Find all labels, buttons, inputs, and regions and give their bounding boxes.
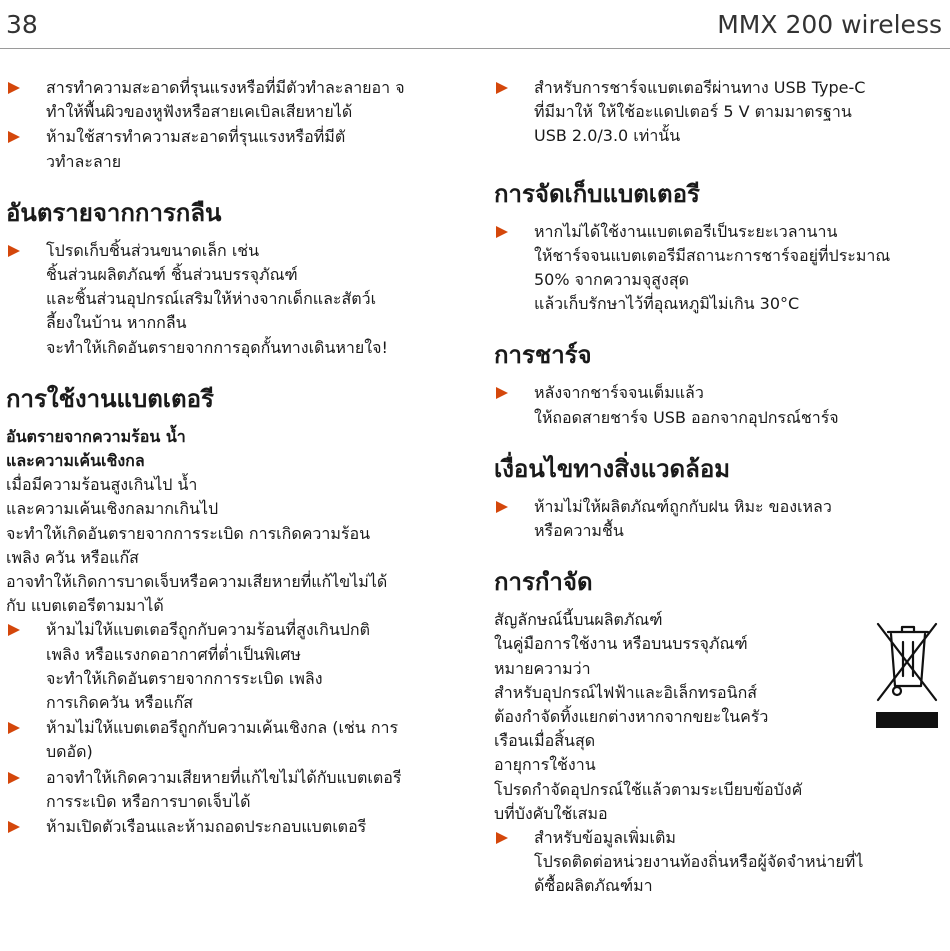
battery-bullets (6, 618, 456, 839)
storage-bullets (494, 220, 944, 317)
environment-bullets (494, 495, 944, 543)
weee-black-bar (876, 712, 938, 728)
battery-hazard-paragraph: เมื่อมีความร้อนสูงเกินไป น้ำ และความเค้นเชิงกลมากเกินไป จะทำให้เกิดอันตรายจากการระเบิด การเกิดความร้อน เพลิง ควัน หรือแก๊ส อาจทำให้เกิดการบาดเจ็บหรือความเสียหายที่แก้ไขไม่ได้ กับ แบตเตอรีตามมาได้ (6, 475, 388, 616)
charging-bullets (494, 381, 944, 429)
list-item: ห้ามเปิดตัวเรือนและห้ามถอดประกอบแบตเตอรี (6, 815, 456, 839)
disposal-bullets (494, 826, 944, 899)
list-item: อาจทำให้เกิดความเสียหายที่แก้ไขไม่ได้กับแบตเตอรี การระเบิด หรือการบาดเจ็บได้ (6, 766, 456, 814)
bullet-arrow-icon (8, 821, 20, 833)
list-item: หากไม่ได้ใช้งานแบตเตอรีเป็นระยะเวลานาน ให้ชาร์จจนแบตเตอรีมีสถานะการชาร์จอยู่ที่ประมาณ 50% จากความจุสูงสุด แล้วเก็บรักษาไว้ที่อุณหภูมิไม่เกิน 30°C (494, 220, 944, 317)
right-column (494, 76, 944, 900)
list-item: ห้ามไม่ให้ผลิตภัณฑ์ถูกกับฝน หิมะ ของเหลว หรือความชื้น (494, 495, 944, 543)
disposal-section (494, 608, 944, 898)
bullet-arrow-icon (8, 131, 20, 143)
page-number: 38 (6, 10, 38, 39)
bullet-arrow-icon (496, 387, 508, 399)
list-item: สำหรับการชาร์จแบตเตอรีผ่านทาง USB Type-C ที่มีมาให้ ให้ใช้อะแดปเตอร์ 5 V ตามมาตรฐาน USB 2.0/3.0 เท่านั้น (494, 76, 944, 149)
bullet-arrow-icon (8, 722, 20, 734)
bullet-arrow-icon (8, 82, 20, 94)
environment-heading: เงื่อนไขทางสิ่งแวดล้อม (494, 454, 731, 483)
bullet-arrow-icon (8, 245, 20, 257)
crossed-out-wheelie-bin-icon (872, 610, 942, 706)
list-item: โปรดเก็บชิ้นส่วนขนาดเล็ก เช่น ชิ้นส่วนผลิตภัณฑ์ ชิ้นส่วนบรรจุภัณฑ์ และชิ้นส่วนอุปกรณ์เสริมให้ห่างจากเด็กและสัตว์เ ลี้ยงในบ้าน หากกลืน จะทำให้เกิดอันตรายจากการอุดกั้นทางเดินหายใจ! (6, 239, 456, 360)
cleaning-bullets (6, 76, 456, 174)
usb-charging-bullets (494, 76, 944, 149)
bullet-arrow-icon (496, 226, 508, 238)
list-item: สารทำความสะอาดที่รุนแรงหรือที่มีตัวทำละลายอา จ ทำให้พื้นผิวของหูฟังหรือสายเคเบิลเสียหายได้ (6, 76, 456, 124)
list-item: สำหรับข้อมูลเพิ่มเติม โปรดติดต่อหน่วยงานท้องถิ่นหรือผู้จัดจำหน่ายที่ไ ด้ซื้อผลิตภัณฑ์มา (494, 826, 944, 899)
page-header (0, 0, 950, 48)
bullet-arrow-icon (496, 82, 508, 94)
bullet-arrow-icon (496, 501, 508, 513)
disposal-heading: การกำจัด (494, 568, 593, 597)
list-item: ห้ามใช้สารทำความสะอาดที่รุนแรงหรือที่มีตั วทำละลาย (6, 125, 456, 173)
battery-hazard-subheading: อันตรายจากความร้อน น้ำ และความเค้นเชิงกล (6, 426, 186, 471)
disposal-paragraph: สัญลักษณ์นี้บนผลิตภัณฑ์ ในคู่มือการใช้งาน หรือบนบรรจุภัณฑ์ หมายความว่า สำหรับอุปกรณ์ไฟฟ้าและอิเล็กทรอนิกส์ ต้องกำจัดทิ้งแยกต่างหากจากขยะในครัว เรือนเมื่อสิ้นสุด อายุการใช้งาน โปรดกำจัดอุปกรณ์ใช้แล้วตามระเบียบข้อบังคั บที่บังคับใช้เสมอ (494, 610, 803, 823)
charging-heading: การชาร์จ (494, 341, 592, 370)
storage-heading: การจัดเก็บแบตเตอรี (494, 179, 700, 208)
battery-use-heading: การใช้งานแบตเตอรี (6, 384, 214, 413)
header-divider (0, 48, 950, 49)
bullet-arrow-icon (496, 832, 508, 844)
bullet-arrow-icon (8, 772, 20, 784)
list-item: ห้ามไม่ให้แบตเตอรีถูกกับความร้อนที่สูงเกินปกติ เพลิง หรือแรงกดอากาศที่ต่ำเป็นพิเศษ จะทำให้เกิดอันตรายจากการระเบิด เพลิง การเกิดควัน หรือแก๊ส (6, 618, 456, 715)
list-item: ห้ามไม่ให้แบตเตอรีถูกกับความเค้นเชิงกล (เช่น การ บดอัด) (6, 716, 456, 764)
list-item: หลังจากชาร์จจนเต็มแล้ว ให้ถอดสายชาร์จ USB ออกจากอุปกรณ์ชาร์จ (494, 381, 944, 429)
left-column (6, 76, 456, 840)
bullet-arrow-icon (8, 624, 20, 636)
choking-heading: อันตรายจากการกลืน (6, 198, 222, 227)
product-name: MMX 200 wireless (717, 10, 942, 39)
choking-bullets (6, 239, 456, 360)
